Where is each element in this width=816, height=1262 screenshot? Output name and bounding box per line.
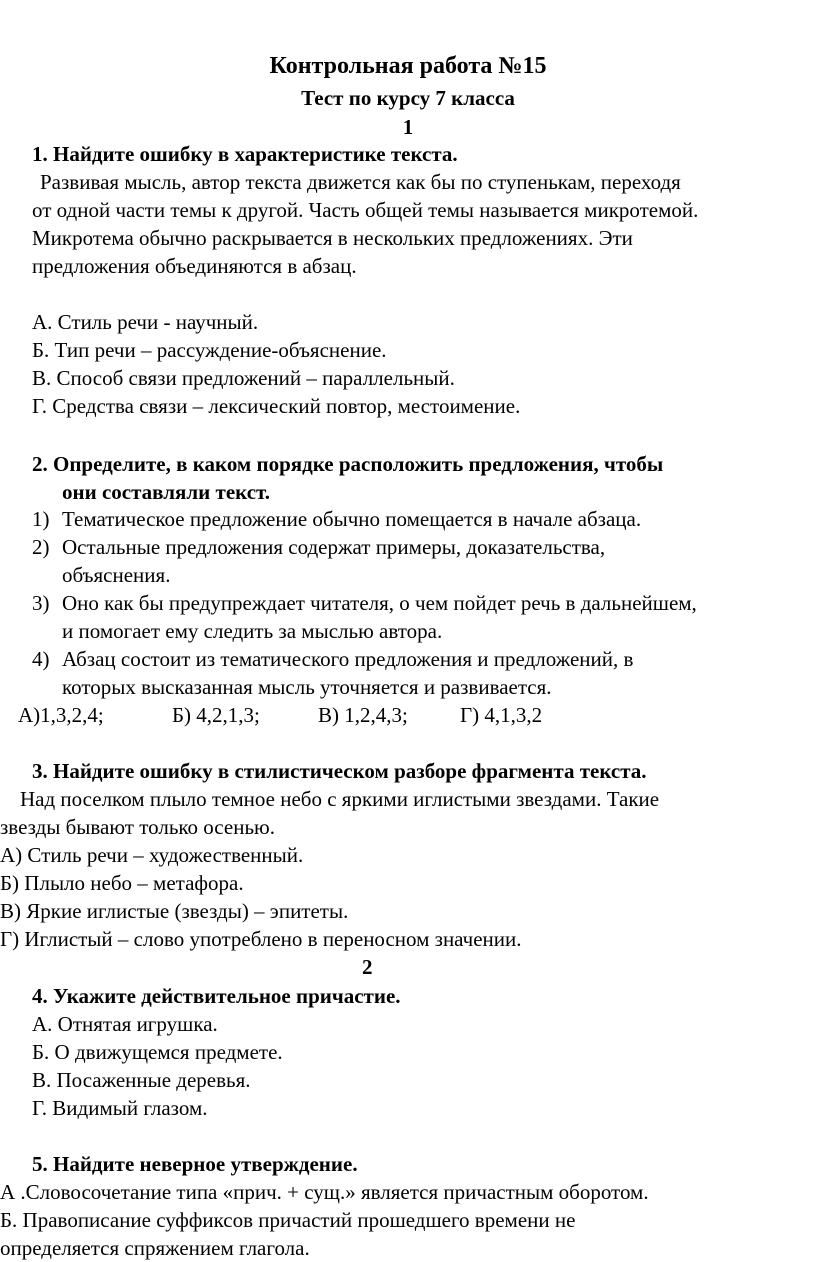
question-2-heading: они составляли текст. — [62, 480, 271, 504]
question-4-option: В. Посаженные деревья. — [32, 1068, 251, 1092]
question-2-item-number: 3) — [32, 591, 50, 615]
variant-number-1: 1 — [402, 115, 414, 139]
question-4-option: Г. Видимый глазом. — [32, 1096, 208, 1120]
question-4-option: Б. О движущемся предмете. — [32, 1040, 283, 1064]
question-2-answer: Б) 4,2,1,3; — [172, 703, 260, 727]
question-3-option: Б) Плыло небо – метафора. — [0, 871, 244, 895]
question-3-option: Г) Иглистый – слово употреблено в переносном значении. — [0, 927, 522, 951]
question-5-option: А .Словосочетание типа «прич. + сущ.» является причастным оборотом. — [0, 1180, 649, 1204]
question-1-option: Б. Тип речи – рассуждение-объяснение. — [32, 338, 387, 362]
question-2-item-text: Оно как бы предупреждает читателя, о чем пойдет речь в дальнейшем, — [62, 591, 697, 615]
page-title: Контрольная работа №15 — [269, 53, 547, 79]
question-5-option: определяется спряжением глагола. — [0, 1236, 310, 1260]
question-1-text-line: Микротема обычно раскрывается в нескольких предложениях. Эти — [32, 226, 633, 250]
variant-number-2: 2 — [362, 955, 373, 979]
question-2-item-text: Абзац состоит из тематического предложения и предложений, в — [62, 647, 634, 671]
question-2-item-text: Тематическое предложение обычно помещается в начале абзаца. — [62, 507, 642, 531]
question-2-item-text: которых высказанная мысль уточняется и развивается. — [62, 675, 552, 699]
question-1-option: В. Способ связи предложений – параллельный. — [32, 366, 455, 390]
question-4-option: А. Отнятая игрушка. — [32, 1012, 218, 1036]
question-3-heading: 3. Найдите ошибку в стилистическом разборе фрагмента текста. — [32, 759, 647, 783]
question-2-answer: Г) 4,1,3,2 — [460, 703, 543, 727]
question-1-text-line: от одной части темы к другой. Часть общей темы называется микротемой. — [32, 198, 699, 222]
question-1-text-line: предложения объединяются в абзац. — [32, 254, 357, 278]
question-2-answer: В) 1,2,4,3; — [318, 703, 408, 727]
question-2-heading: 2. Определите, в каком порядке расположить предложения, чтобы — [32, 452, 664, 476]
question-5-heading: 5. Найдите неверное утверждение. — [32, 1152, 358, 1176]
question-2-item-text: Остальные предложения содержат примеры, доказательства, — [62, 535, 606, 559]
page-subtitle: Тест по курсу 7 класса — [301, 86, 515, 110]
question-1-text-line: Развивая мысль, автор текста движется как бы по ступенькам, переходя — [40, 170, 681, 194]
question-1-option: А. Стиль речи - научный. — [32, 310, 259, 334]
question-4-heading: 4. Укажите действительное причастие. — [32, 984, 401, 1008]
question-2-item-number: 1) — [32, 507, 50, 531]
question-3-text-line: Над поселком плыло темное небо с яркими иглистыми звездами. Такие — [20, 787, 660, 811]
question-1-heading: 1. Найдите ошибку в характеристике текста. — [32, 142, 458, 166]
question-2-item-text: объяснения. — [62, 563, 171, 587]
question-3-option: В) Яркие иглистые (звезды) – эпитеты. — [0, 899, 349, 923]
question-2-item-number: 4) — [32, 647, 50, 671]
question-3-text-line: звезды бывают только осенью. — [0, 815, 275, 839]
question-2-item-number: 2) — [32, 535, 50, 559]
question-5-option: Б. Правописание суффиксов причастий прошедшего времени не — [0, 1208, 576, 1232]
question-3-option: А) Стиль речи – художественный. — [0, 843, 304, 867]
question-2-answer: А)1,3,2,4; — [18, 703, 104, 727]
question-2-item-text: и помогает ему следить за мыслью автора. — [62, 619, 443, 643]
question-1-option: Г. Средства связи – лексический повтор, местоимение. — [32, 394, 521, 418]
